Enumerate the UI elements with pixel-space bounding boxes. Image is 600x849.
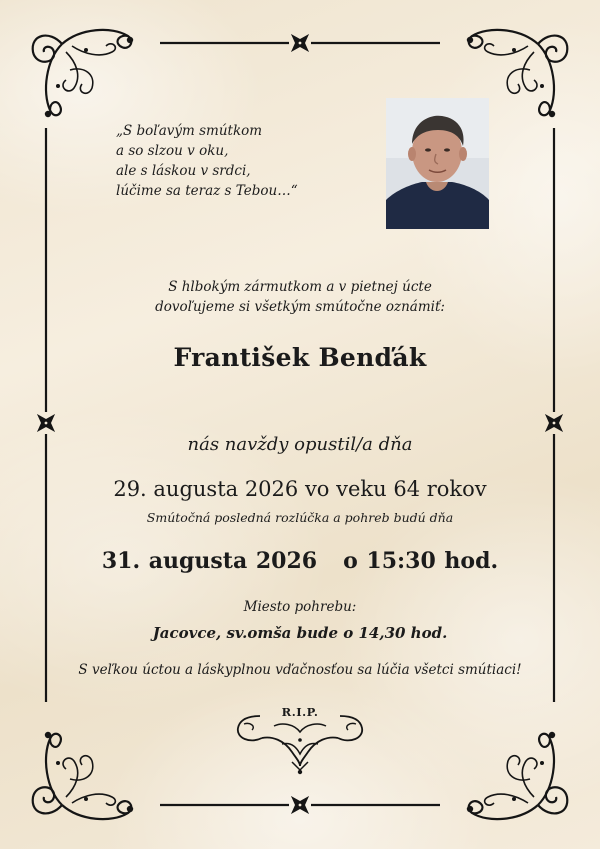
rip-label: R.I.P.	[281, 705, 319, 719]
quote-line: lúčime sa teraz s Tebou…“	[116, 183, 298, 199]
portrait-photo	[386, 98, 489, 229]
flourish-bottom-right-icon	[467, 732, 568, 819]
quote-line: „S boľavým smútkom	[116, 123, 263, 139]
burial-place-value: Jacovce, sv.omša bude o 14,30 hod.	[152, 624, 448, 642]
memorial-quote	[116, 121, 356, 201]
intro-line: S hlbokým zármutkom a v pietnej úcte	[168, 279, 432, 295]
flourish-bottom-left-icon	[33, 732, 134, 819]
ceremony-intro: Smútočná posledná rozlúčka a pohreb budú dňa	[146, 510, 454, 525]
cross-top-icon	[291, 34, 309, 52]
cross-left-icon	[37, 414, 55, 432]
intro-line: dovoľujeme si všetkým smútočne oznámiť:	[155, 299, 445, 315]
quote-line: a so slzou v oku,	[116, 143, 229, 159]
announcement-intro	[0, 277, 600, 317]
deceased-name: František Benďák	[173, 343, 427, 372]
death-date-age: 29. augusta 2026 vo veku 64 rokov	[113, 477, 487, 501]
closing-message: S veľkou úctou a láskyplnou vďačnosťou sa lúčia všetci smútiaci!	[78, 662, 522, 678]
cross-right-icon	[545, 414, 563, 432]
ceremony-datetime: 31. augusta 2026 o 15:30 hod.	[101, 548, 499, 574]
flourish-top-left-icon	[33, 30, 134, 117]
cross-bottom-icon	[291, 796, 309, 814]
burial-place-label: Miesto pohrebu:	[243, 599, 357, 615]
left-us-text: nás navždy opustil/a dňa	[187, 434, 413, 455]
quote-line: ale s láskou v srdci,	[116, 163, 251, 179]
rip-emblem-ornament-icon	[238, 716, 362, 774]
